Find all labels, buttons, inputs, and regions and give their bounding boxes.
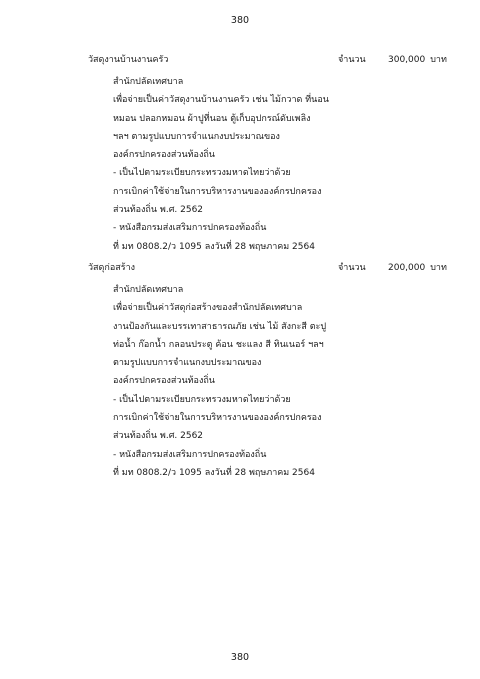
budget-amount <box>388 261 447 275</box>
currency-label: บาท <box>430 55 447 65</box>
currency-label: บาท <box>430 263 447 273</box>
amount-value: 200,000 <box>388 263 426 273</box>
description-line: - หนังสือกรมส่งเสริมการปกครองท้องถิ่น <box>113 223 267 234</box>
description-line: - หนังสือกรมส่งเสริมการปกครองท้องถิ่น <box>113 449 267 460</box>
description-line: เพื่อจ่ายเป็นค่าวัสดุงานบ้านงานครัว เช่น ไม้กวาด ที่นอน <box>113 95 329 106</box>
description-line: องค์กรปกครองส่วนท้องถิ่น <box>113 376 215 387</box>
description-line: สำนักปลัดเทศบาล <box>113 285 184 295</box>
quantity-label: จำนวน <box>338 263 366 273</box>
description-line: ที่ มท 0808.2/ว 1095 ลงวันที่ 28 พฤษภาคม 2564 <box>113 241 315 252</box>
page-number-top: 380 <box>230 15 250 26</box>
amount-value: 300,000 <box>388 55 426 65</box>
description-line: ส่วนท้องถิ่น พ.ศ. 2562 <box>113 205 204 216</box>
budget-item-household-supplies <box>88 53 458 256</box>
description-line: การเบิกค่าใช้จ่ายในการบริหารงานขององค์กรปกครอง <box>113 186 322 197</box>
description-line: องค์กรปกครองส่วนท้องถิ่น <box>113 150 215 161</box>
description-line: ฯลฯ ตามรูปแบบการจำแนกงบประมาณของ <box>113 131 280 142</box>
budget-item-header <box>88 261 458 275</box>
budget-item-description <box>88 281 458 482</box>
quantity-label: จำนวน <box>338 55 366 65</box>
description-line: สำนักปลัดเทศบาล <box>113 77 184 87</box>
description-line: ที่ มท 0808.2/ว 1095 ลงวันที่ 28 พฤษภาคม 2564 <box>113 467 315 478</box>
description-line: ท่อน้ำ ก๊อกน้ำ กลอนประตู ค้อน ชะแลง สี ทินเนอร์ ฯลฯ <box>113 339 324 350</box>
budget-item-title: วัสดุงานบ้านงานครัว <box>88 55 169 65</box>
budget-item-construction-materials <box>88 261 458 482</box>
budget-amount <box>388 53 447 67</box>
budget-item-header <box>88 53 458 67</box>
description-line: - เป็นไปตามระเบียบกระทรวงมหาดไทยว่าด้วย <box>113 168 291 179</box>
description-line: หมอน ปลอกหมอน ผ้าปูที่นอน ตู้เก็บอุปกรณ์ดับเพลิง <box>113 113 311 124</box>
description-line: งานป้องกันและบรรเทาสาธารณภัย เช่น ไม้ สังกะสี ตะปู <box>113 321 327 332</box>
description-line: ตามรูปแบบการจำแนกงบประมาณของ <box>113 358 262 369</box>
description-line: ส่วนท้องถิ่น พ.ศ. 2562 <box>113 431 204 442</box>
page-number-bottom: 380 <box>230 652 250 663</box>
description-line: - เป็นไปตามระเบียบกระทรวงมหาดไทยว่าด้วย <box>113 394 291 405</box>
description-line: การเบิกค่าใช้จ่ายในการบริหารงานขององค์กรปกครอง <box>113 413 322 424</box>
budget-item-title: วัสดุก่อสร้าง <box>88 263 136 273</box>
description-line: เพื่อจ่ายเป็นค่าวัสดุก่อสร้างของสำนักปลัดเทศบาล <box>113 303 303 314</box>
budget-item-description <box>88 73 458 256</box>
